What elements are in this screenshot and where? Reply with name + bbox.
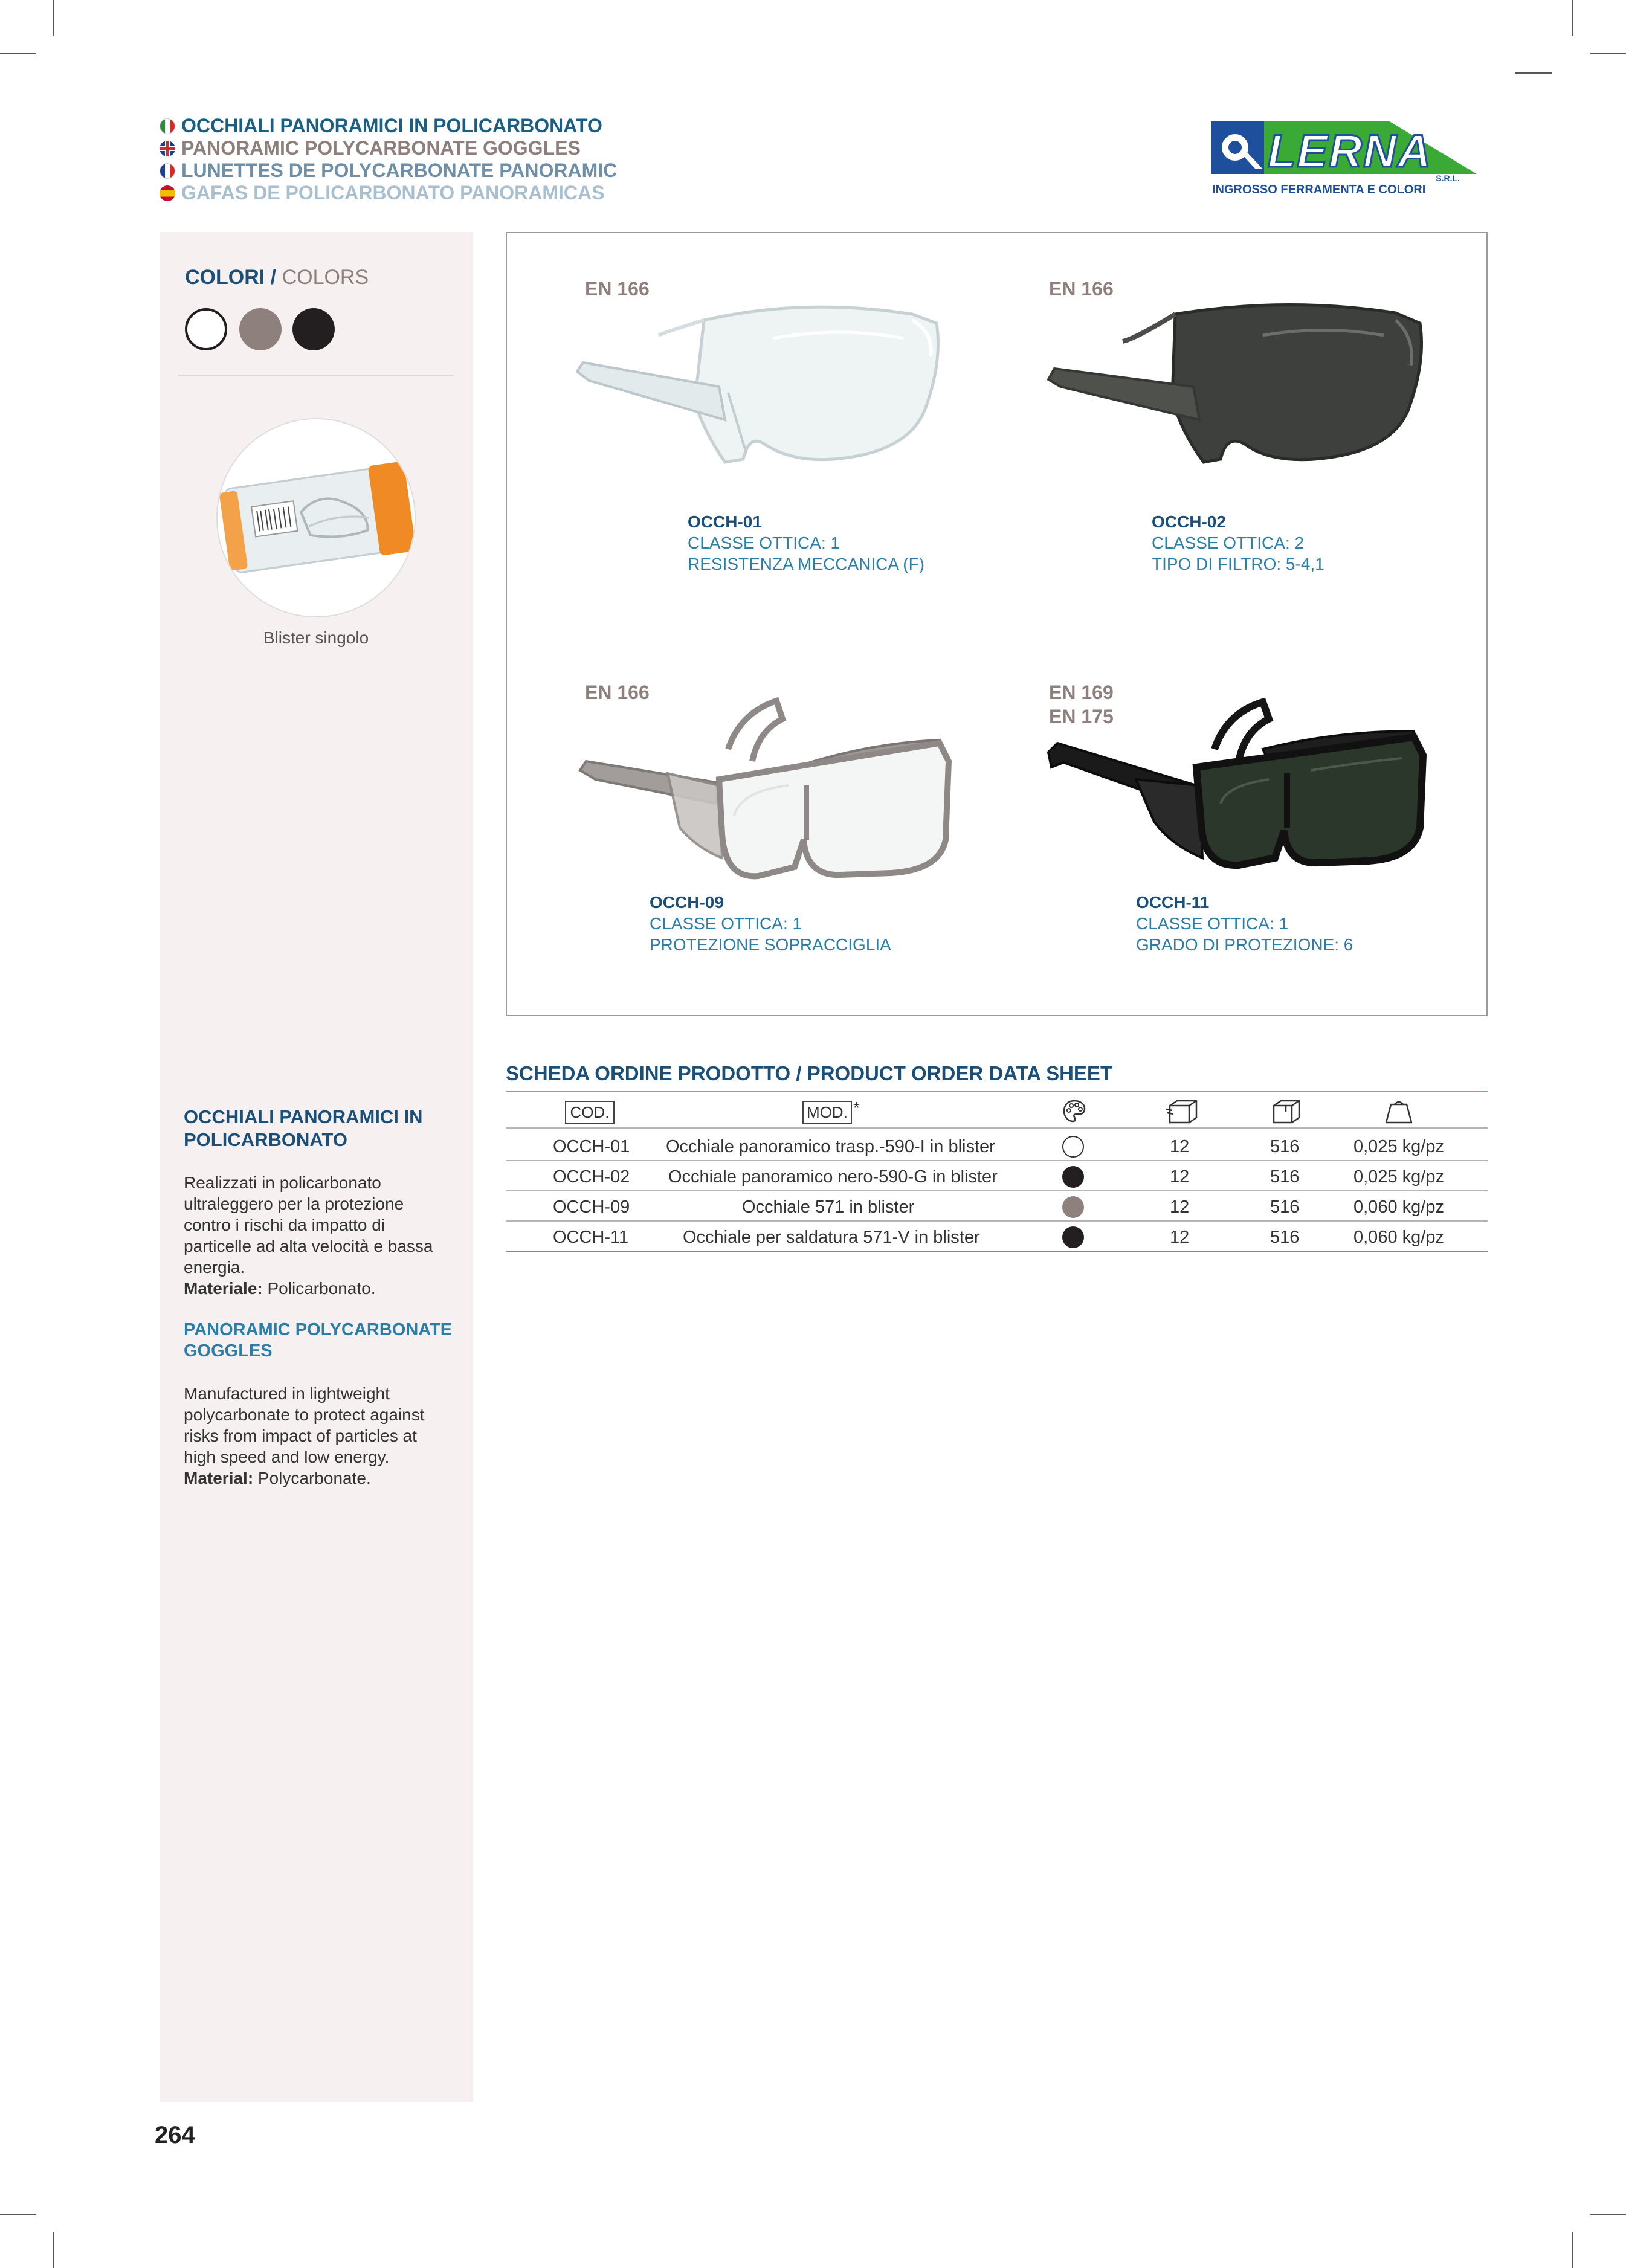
cell-code: OCCH-09 bbox=[553, 1197, 630, 1217]
cell-model: Occhiale per saldatura 571-V in blister bbox=[683, 1228, 980, 1247]
color-dot-black bbox=[1062, 1226, 1084, 1248]
spain-flag-icon bbox=[160, 185, 175, 201]
description-text-en: Manufactured in lightweight polycarbonate to protect against risks from impact of particles at high speed and low energy. Material: Polycarbonate. bbox=[184, 1384, 425, 1487]
color-dot-clear bbox=[1062, 1136, 1084, 1158]
description-heading-it: OCCHIALI PANORAMICI IN POLICARBONATO bbox=[184, 1106, 423, 1150]
product-spec: CLASSE OTTICA: 1 bbox=[688, 533, 840, 552]
glasses-image-occh09 bbox=[577, 695, 952, 900]
cell-qty-box: 12 bbox=[1170, 1228, 1190, 1247]
crop-mark bbox=[1572, 2232, 1573, 2268]
swatch-grey bbox=[239, 308, 282, 350]
crop-mark bbox=[53, 0, 54, 36]
cell-weight: 0,025 kg/pz bbox=[1353, 1167, 1444, 1187]
product-spec: CLASSE OTTICA: 1 bbox=[1136, 914, 1289, 933]
blister-caption: Blister singolo bbox=[263, 628, 369, 647]
table-rule bbox=[506, 1127, 1488, 1129]
product-standard: EN 166 bbox=[585, 278, 650, 300]
order-sheet-title: SCHEDA ORDINE PRODOTTO / PRODUCT ORDER DATA SHEET bbox=[506, 1062, 1113, 1084]
product-spec: RESISTENZA MECCANICA (F) bbox=[688, 555, 925, 573]
product-spec: PROTEZIONE SOPRACCIGLIA bbox=[650, 935, 891, 954]
description-text-it: Realizzati in policarbonato ultraleggero per la protezione contro i rischi da impatto di particelle ad alta velocità e bassa energia. Materiale: Policarbonato. bbox=[184, 1173, 433, 1298]
page-number: 264 bbox=[155, 2122, 195, 2148]
swatch-black bbox=[292, 308, 335, 350]
cell-code: OCCH-11 bbox=[553, 1228, 629, 1247]
weight-icon bbox=[1384, 1098, 1414, 1125]
glasses-image-occh01 bbox=[574, 296, 949, 477]
crop-mark bbox=[1515, 72, 1552, 74]
palette-icon bbox=[1062, 1098, 1086, 1125]
product-spec: CLASSE OTTICA: 2 bbox=[1152, 533, 1305, 552]
cell-code: OCCH-02 bbox=[553, 1167, 630, 1187]
cell-qty-box: 12 bbox=[1170, 1137, 1190, 1156]
table-rule bbox=[506, 1190, 1488, 1191]
product-code: OCCH-09 bbox=[650, 893, 724, 912]
cell-weight: 0,060 kg/pz bbox=[1353, 1197, 1444, 1217]
table-rule bbox=[506, 1160, 1488, 1161]
crop-mark bbox=[0, 2214, 36, 2215]
cell-weight: 0,060 kg/pz bbox=[1353, 1228, 1444, 1247]
cell-qty-carton: 516 bbox=[1270, 1137, 1300, 1156]
italy-flag-icon bbox=[160, 118, 175, 134]
glasses-image-occh11 bbox=[1045, 695, 1432, 888]
column-header-code: COD. bbox=[565, 1101, 615, 1124]
product-standard: EN 166 bbox=[585, 681, 650, 703]
logo-tagline: INGROSSO FERRAMENTA E COLORI bbox=[1212, 183, 1426, 196]
cell-qty-box: 12 bbox=[1170, 1167, 1190, 1187]
product-standard: EN 166 bbox=[1049, 278, 1114, 300]
product-code: OCCH-11 bbox=[1136, 893, 1210, 912]
product-spec: CLASSE OTTICA: 1 bbox=[650, 914, 802, 933]
cell-qty-carton: 516 bbox=[1270, 1228, 1300, 1247]
model-note-mark: * bbox=[853, 1098, 860, 1117]
glasses-image-occh02 bbox=[1045, 296, 1432, 477]
column-header-model: MOD. bbox=[802, 1101, 852, 1124]
cell-qty-carton: 516 bbox=[1270, 1197, 1300, 1217]
uk-flag-icon bbox=[160, 141, 175, 156]
crop-mark bbox=[1590, 53, 1626, 54]
carton-icon bbox=[1271, 1098, 1302, 1125]
title-french: LUNETTES DE POLYCARBONATE PANORAMIC bbox=[158, 159, 617, 181]
table-rule bbox=[506, 1251, 1488, 1252]
table-rule bbox=[506, 1220, 1488, 1222]
crop-mark bbox=[0, 53, 36, 54]
title-spanish: GAFAS DE POLICARBONATO PANORAMICAS bbox=[158, 182, 617, 204]
cell-model: Occhiale panoramico nero-590-G in blister bbox=[668, 1167, 998, 1187]
company-logo bbox=[1207, 118, 1480, 196]
logo-suffix: S.R.L. bbox=[1436, 173, 1460, 183]
cell-weight: 0,025 kg/pz bbox=[1353, 1137, 1444, 1156]
description-italian bbox=[184, 1106, 456, 1489]
france-flag-icon bbox=[160, 163, 175, 179]
cell-code: OCCH-01 bbox=[553, 1137, 630, 1156]
swatch-clear bbox=[185, 308, 227, 350]
order-title-rule bbox=[506, 1091, 1488, 1092]
product-code: OCCH-01 bbox=[688, 512, 762, 531]
crop-mark bbox=[1590, 2214, 1626, 2215]
product-standard: EN 175 bbox=[1049, 706, 1114, 727]
product-spec: TIPO DI FILTRO: 5-4,1 bbox=[1152, 555, 1324, 573]
box-icon bbox=[1165, 1098, 1199, 1125]
color-dot-black bbox=[1062, 1166, 1084, 1188]
product-standard: EN 169 bbox=[1049, 681, 1114, 703]
logo-wordmark: LERNA bbox=[1268, 126, 1432, 177]
header-titles bbox=[158, 115, 617, 204]
cell-qty-box: 12 bbox=[1170, 1197, 1190, 1217]
product-spec: GRADO DI PROTEZIONE: 6 bbox=[1136, 935, 1353, 954]
crop-mark bbox=[53, 2232, 54, 2268]
crop-mark bbox=[1572, 0, 1573, 36]
sidebar-divider bbox=[178, 375, 454, 376]
cell-model: Occhiale 571 in blister bbox=[742, 1197, 915, 1217]
description-heading-en: PANORAMIC POLYCARBONATE GOGGLES bbox=[184, 1320, 453, 1361]
color-dot-grey bbox=[1062, 1196, 1084, 1218]
blister-image bbox=[216, 418, 416, 617]
product-code: OCCH-02 bbox=[1152, 512, 1226, 531]
cell-qty-carton: 516 bbox=[1270, 1167, 1300, 1187]
title-italian: OCCHIALI PANORAMICI IN POLICARBONATO bbox=[158, 115, 617, 137]
cell-model: Occhiale panoramico trasp.-590-I in blister bbox=[666, 1137, 995, 1156]
title-english: PANORAMIC POLYCARBONATE GOGGLES bbox=[158, 137, 617, 159]
colors-label: COLORI / COLORS bbox=[185, 266, 369, 289]
